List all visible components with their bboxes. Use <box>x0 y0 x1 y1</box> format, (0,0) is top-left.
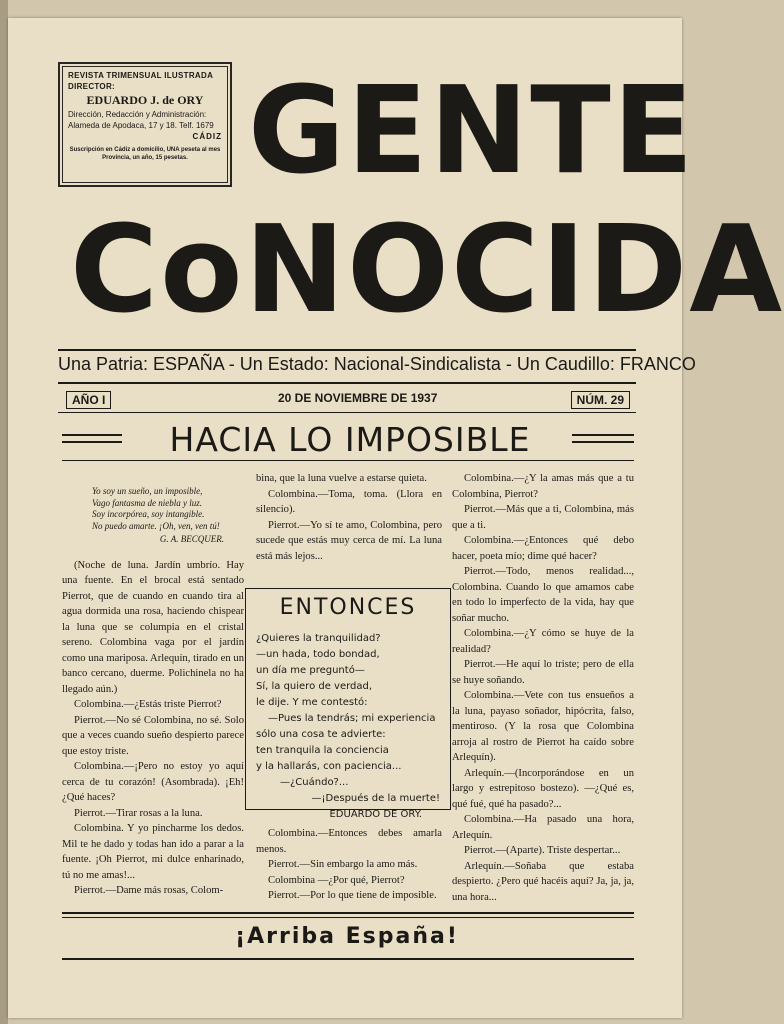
column-2-bottom <box>256 826 442 904</box>
info-line: Alameda de Apodaca, 17 y 18. Telf. 1679 <box>68 121 214 130</box>
paragraph: bina, que la luna vuelve a estarse quieta. <box>256 473 427 484</box>
info-subscription <box>68 146 222 162</box>
info-line: Dirección, Redacción y Administración: <box>68 110 207 119</box>
poem-line: le dije. Y me contestó: <box>256 697 368 708</box>
headline-rule <box>62 441 122 443</box>
masthead-line-2: CoNOCIDA <box>70 201 784 340</box>
paragraph: Colombina.—Vete con tus ensueños a la luna, payaso soñador, hipócrita, falso, mentiroso. (Y la rosa que Colombina arroja al rostro de Pierrot ha caído sobre Arlequín). <box>452 690 634 763</box>
column-2-top <box>256 471 442 564</box>
paragraph: Pierrot.—Más que a ti, Colombina, más que a ti. <box>452 504 634 531</box>
epigraph-line: Soy incorpórea, soy intangible. <box>92 509 205 519</box>
paragraph: Colombina.—¿Y la amas más que a tu Colombina, Pierrot? <box>452 473 634 500</box>
paragraph: Colombina —¿Por qué, Pierrot? <box>268 874 405 886</box>
book-spine <box>0 0 8 1024</box>
issue-date: 20 DE NOVIEMBRE DE 1937 <box>278 391 438 405</box>
paragraph: (Noche de luna. Jardín umbrío. Hay una fuente. En el brocal está sentado Pierrot, que de cuando en cuando tira al agua dormida una rosa, haciendo chispear la luna que se columpia en el cristal sereno. Colombina vaga por el jardín como una mariposa. Arlequín, tirado en un banco cercano, duerme. Polichinela no ha llegado aún.) <box>62 559 244 695</box>
epigraph-line: Vago fantasma de niebla y luz. <box>92 497 202 508</box>
footer-slogan: ¡Arriba España! <box>235 924 459 949</box>
poem-line: ten tranquila la conciencia <box>256 745 389 756</box>
divider <box>62 912 634 914</box>
divider <box>62 917 634 918</box>
headline: HACIA LO IMPOSIBLE <box>169 420 531 459</box>
poem-line: sólo una cosa te advierte: <box>256 729 386 740</box>
paragraph: Colombina.—¿Y cómo se huye de la realidad? <box>452 628 634 655</box>
paragraph: Colombina.—¡Pero no estoy yo aquí cerca de tu corazón! (Asombrada). ¡Eh! ¿Qué haces? <box>62 761 244 803</box>
info-line: REVISTA TRIMENSUAL ILUSTRADA <box>68 71 214 80</box>
divider <box>58 349 636 351</box>
issue-bar <box>58 386 634 410</box>
paragraph: Pierrot.—Dame más rosas, Colom- <box>74 885 224 896</box>
poem-line: —un hada, todo bondad, <box>256 649 380 660</box>
paragraph: Colombina.—Toma, toma. (Llora en silencio). <box>256 488 442 515</box>
info-city: CÁDIZ <box>192 132 222 141</box>
paragraph: Pierrot.—(Aparte). Triste despertar... <box>464 845 621 856</box>
paragraph: Pierrot.—No sé Colombina, no sé. Solo que a veces cuando sueño despierto parece que estoy triste. <box>62 714 244 757</box>
paragraph: Colombina.—Ha pasado una hora, Arlequín. <box>452 814 634 841</box>
poem-line: y la hallarás, con paciencia... <box>256 761 402 772</box>
poem-line: un día me preguntó— <box>256 665 365 676</box>
divider <box>62 958 634 960</box>
poem-line: Sí, la quiero de verdad, <box>256 681 373 692</box>
masthead-line-1: GENTE <box>248 59 696 201</box>
headline-rule <box>62 434 122 436</box>
column-3 <box>452 471 634 905</box>
paragraph: Colombina.—¿Entonces qué debo hacer, poeta mío; dime qué hacer? <box>452 535 634 562</box>
paragraph: Pierrot.—Sin embargo la amo más. <box>268 859 418 870</box>
director-name: EDUARDO J. de ORY <box>86 93 204 107</box>
paragraph: Pierrot.—Todo, menos realidad..., Colombina. Cuando lo que amamos cabe en todo lo imperfecto de la vida, hay que soñar mucho. <box>452 566 634 624</box>
poem-line: —¡Después de la muerte! <box>311 793 440 804</box>
paragraph: Pierrot.—Tirar rosas a la luna. <box>74 807 203 819</box>
issue-number: NÚM. 29 <box>571 391 630 409</box>
paragraph: Arlequín.—Soñaba que estaba despierto. ¿Pero qué hacéis aquí? Ja, ja, ja, una hora... <box>452 860 634 903</box>
poem-box <box>245 588 451 820</box>
poem-line: ¿Quieres la tranquilidad? <box>256 633 381 644</box>
epigraph-line: Yo soy un sueño, un imposible, <box>92 486 203 496</box>
divider <box>58 412 636 413</box>
publication-info-box <box>58 62 232 187</box>
poem-line: —¿Cuándo?... <box>280 777 349 788</box>
info-line: Provincia, un año, 15 pesetas. <box>102 155 188 161</box>
paragraph: Colombina. Y yo pincharme los dedos. Mil te he dado y todas han ido a parar a la fuente. ¡Oh Pierrot, mi dulce enharinado, tú no me amas!... <box>62 823 244 881</box>
divider <box>58 382 636 384</box>
poem-line: —Pues la tendrás; mi experiencia <box>268 713 436 724</box>
paragraph: Pierrot.—Por lo que tiene de imposible. <box>268 890 437 901</box>
poem-title: ENTONCES <box>279 595 417 620</box>
column-1 <box>62 486 244 899</box>
paragraph: Arlequín.—(Incorporándose en un largo y estrepitoso bostezo). —¿Qué es, qué fué, qué ha pasado?... <box>452 767 634 810</box>
info-line: DIRECTOR: <box>68 82 115 91</box>
headline-rule <box>572 434 634 436</box>
epigraph-line: No puedo amarte. ¡Oh, ven, ven tú! <box>92 520 220 531</box>
divider <box>62 460 634 461</box>
paragraph: Pierrot.—He aquí lo triste; pero de ella se huye soñando. <box>452 659 634 686</box>
paragraph: Colombina.—¿Estás triste Pierrot? <box>74 699 222 710</box>
poem-author: EDUARDO DE ORY. <box>329 809 422 820</box>
issue-year: AÑO I <box>66 391 111 409</box>
headline-rule <box>572 441 634 443</box>
epigraph-author: G. A. BECQUER. <box>159 534 224 544</box>
info-line: Suscripción en Cádiz a domicilio, UNA peseta al mes <box>69 147 221 153</box>
paragraph: Colombina.—Entonces debes amarla menos. <box>256 828 442 855</box>
motto: Una Patria: ESPAÑA - Un Estado: Nacional-Sindicalista - Un Caudillo: FRANCO <box>58 354 696 374</box>
paragraph: Pierrot.—Yo sí te amo, Colombina, pero sucede que estás muy cerca de mí. La luna está más lejos... <box>256 519 442 562</box>
